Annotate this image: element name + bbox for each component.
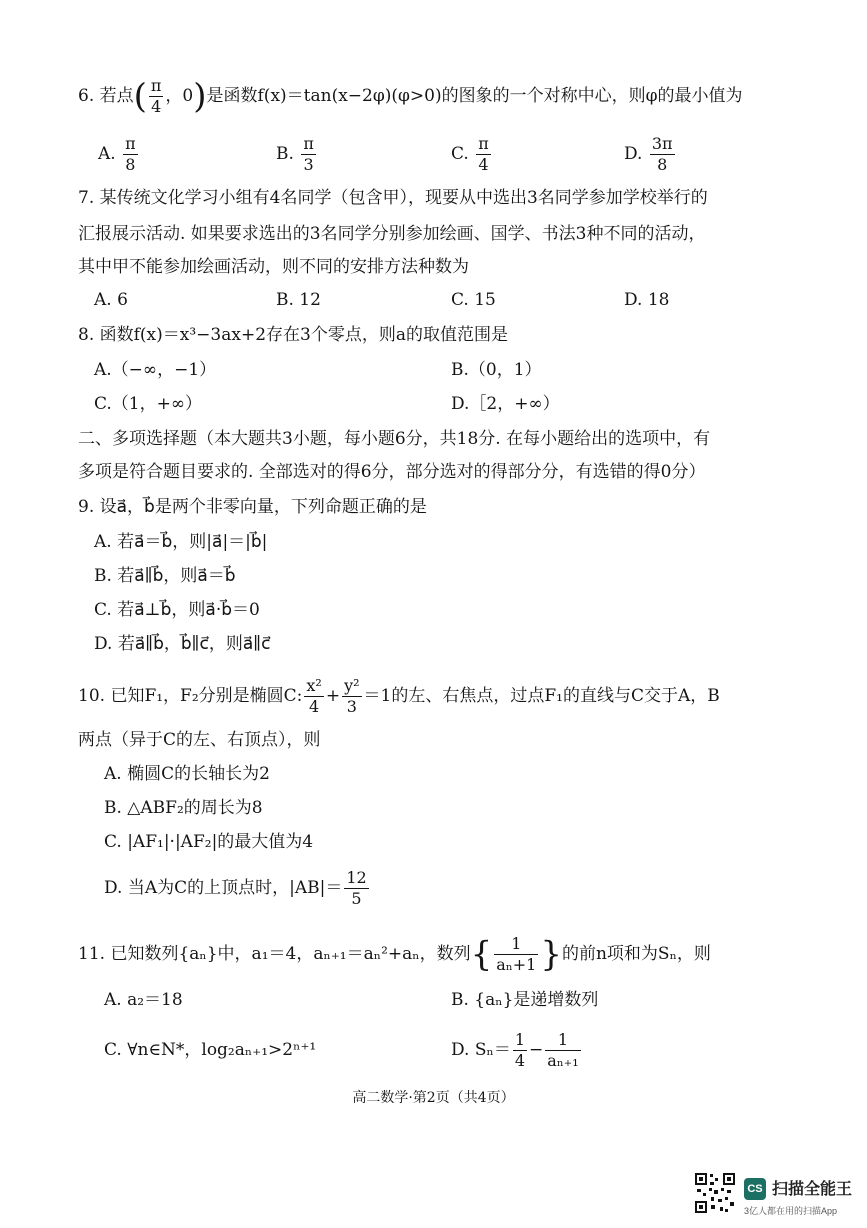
scanner-watermark (694, 1168, 867, 1228)
scanner-app-name: 扫描全能王 (772, 1181, 853, 1198)
sequence-fraction: $\frac{1}{\text{aₙ+1}}$ (496, 934, 537, 974)
q6-option-d: D. $\frac{3\pi}{8}$ (624, 134, 673, 174)
q8-option-b: B.（0，1） (451, 360, 542, 380)
q7-option-b: B. 12 (276, 290, 321, 310)
page-footer: 高二数学·第2页（共4页） (352, 1090, 515, 1106)
camscanner-logo-icon: CS (744, 1178, 766, 1200)
question-7-line-1: 7. 某传统文化学习小组有4名同学（包含甲），现要从中选出3名同学参加学校举行的 (78, 188, 708, 208)
question-8-stem: 8. 函数f(x)＝x³−3ax+2存在3个零点，则a的取值范围是 (78, 325, 508, 345)
q11-option-b: B. {aₙ}是递增数列 (451, 990, 599, 1010)
q11-option-d: D. Sₙ＝ $\frac{1}{4}$ − $\frac{1}{\text{aₙ₊₁}}$ (451, 1030, 579, 1070)
question-10-line-2: 两点（异于C的左、右顶点），则 (78, 730, 321, 750)
q8-option-a: A.（−∞，−1） (94, 360, 217, 380)
question-7-line-3: 其中甲不能参加绘画活动，则不同的安排方法种数为 (78, 257, 469, 277)
q11-option-a: A. a₂＝18 (104, 990, 183, 1010)
question-11-stem: 11. 已知数列{aₙ}中，a₁＝4，aₙ₊₁＝aₙ²+aₙ，数列{ $\frac{1}{\text{aₙ+1}}$ }的前n项和为Sₙ，则 (78, 934, 711, 975)
qr-code-icon (694, 1172, 736, 1214)
question-6-stem: 6. 若点( $\frac{\pi}{4}$ ，0)是函数f(x)＝tan(x−2φ)(φ>0)的图象的一个对称中心，则φ的最小值为 (78, 76, 743, 117)
point-x-fraction: $\frac{\pi}{4}$ (150, 76, 162, 116)
ellipse-y-term: $\frac{\text{y²}}{3}$ (344, 676, 360, 716)
q8-option-c: C.（1，+∞） (94, 394, 203, 414)
section-2-heading-line-2: 多项是符合题目要求的. 全部选对的得6分，部分选对的得部分分，有选错的得0分） (78, 462, 706, 482)
q10-option-a: A. 椭圆C的长轴长为2 (104, 764, 270, 784)
q9-option-d: D. 若a⃗∥b⃗，b⃗∥c⃗，则a⃗∥c⃗ (94, 634, 271, 654)
q11-option-c: C. ∀n∈N*，log₂aₙ₊₁>2ⁿ⁺¹ (104, 1040, 317, 1060)
q8-option-d: D.［2，+∞） (451, 394, 560, 414)
question-9-stem: 9. 设a⃗，b⃗是两个非零向量，下列命题正确的是 (78, 497, 427, 517)
q10-option-b: B. △ABF₂的周长为8 (104, 798, 263, 818)
q6-option-a: A. $\frac{\pi}{8}$ (98, 134, 136, 174)
ellipse-x-term: $\frac{\text{x²}}{4}$ (306, 676, 322, 716)
q9-option-c: C. 若a⃗⊥b⃗，则a⃗·b⃗＝0 (94, 600, 260, 620)
question-10-stem: 10. 已知F₁，F₂分别是椭圆C: $\frac{\text{x²}}{4}$ + $\frac{\text{y²}}{3}$ ＝1的左、右焦点，过点F₁的直线与C交于A，B (78, 676, 720, 716)
question-7-line-2: 汇报展示活动. 如果要求选出的3名同学分别参加绘画、国学、书法3种不同的活动， (78, 224, 706, 244)
q6-option-b: B. $\frac{\pi}{3}$ (276, 134, 314, 174)
q9-option-b: B. 若a⃗∥b⃗，则a⃗＝b⃗ (94, 566, 236, 586)
q6-option-c: C. $\frac{\pi}{4}$ (451, 134, 489, 174)
q7-option-a: A. 6 (94, 290, 128, 310)
q7-option-d: D. 18 (624, 290, 670, 310)
section-2-heading-line-1: 二、多项选择题（本大题共3小题，每小题6分，共18分. 在每小题给出的选项中，有 (78, 429, 711, 449)
q10-option-c: C. |AF₁|·|AF₂|的最大值为4 (104, 832, 314, 852)
q9-option-a: A. 若a⃗＝b⃗，则|a⃗|＝|b⃗| (94, 532, 268, 552)
q10-option-d: D. 当A为C的上顶点时，|AB|＝ $\frac{12}{5}$ (104, 868, 367, 908)
q7-option-c: C. 15 (451, 290, 496, 310)
scanner-tagline: 3亿人都在用的扫描App (744, 1206, 838, 1216)
